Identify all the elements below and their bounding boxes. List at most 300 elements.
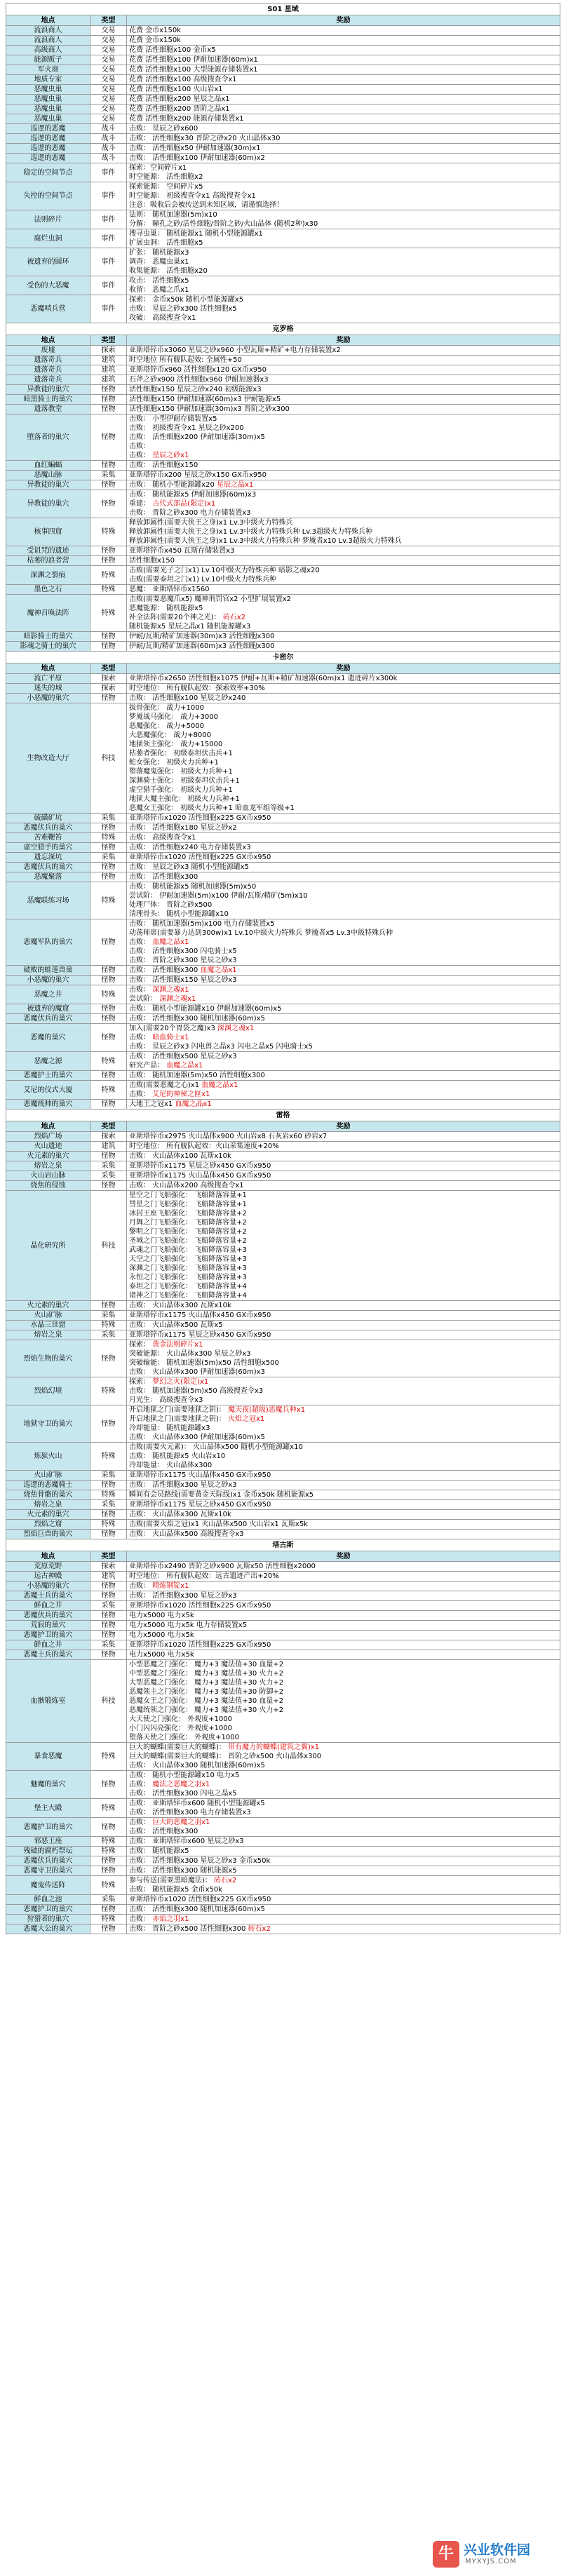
- place-cell: 枯萎的浪者营: [6, 556, 90, 566]
- type-cell: 怪物: [90, 1071, 127, 1081]
- highlight-reward: 黄金法则碎片x1: [152, 1341, 203, 1349]
- type-cell: 怪物: [90, 546, 127, 556]
- reward-line: [129, 276, 558, 285]
- reward-line: [129, 1631, 558, 1640]
- table-row: [6, 882, 560, 919]
- table-row: [6, 556, 560, 566]
- reward-cell: [127, 1631, 560, 1640]
- reward-text: 拔骨强化： 战力+1000: [129, 704, 205, 712]
- table-row: [6, 1856, 560, 1866]
- reward-line: [129, 1678, 558, 1687]
- reward-line: [129, 1330, 558, 1340]
- type-cell: 采集: [90, 853, 127, 863]
- reward-text: 亚斯塔锌币x2975 火山晶体x900 火山岩x8 石灰岩x60 砂岩x7: [129, 1133, 328, 1140]
- reward-cell: [127, 1100, 560, 1110]
- reward-line: [129, 1236, 558, 1246]
- reward-line: [129, 1799, 558, 1808]
- reward-cell: [127, 976, 560, 985]
- reward-line: [129, 1071, 558, 1080]
- type-cell: 怪物: [90, 556, 127, 566]
- reward-line: [129, 1895, 558, 1904]
- reward-text: 花费 活性细胞x200 晋阶之晶x1: [129, 105, 230, 113]
- reward-text: 电力x5000 电力x5k: [129, 1631, 194, 1639]
- reward-text: 时空能源： 活性细胞x2: [129, 173, 203, 181]
- reward-cell: [127, 154, 560, 163]
- type-cell: 事件: [90, 182, 127, 210]
- place-cell: 地质专家: [6, 75, 90, 85]
- reward-cell: [127, 1071, 560, 1081]
- reward-cell: [127, 1500, 560, 1510]
- reward-line: [129, 947, 558, 956]
- table-row: [6, 642, 560, 652]
- reward-line: [129, 248, 558, 257]
- reward-text: 时空地位 所有舰队起效: 全属性+50: [129, 356, 242, 364]
- type-cell: 探索: [90, 684, 127, 694]
- type-cell: 怪物: [90, 863, 127, 872]
- reward-line: [129, 722, 558, 731]
- reward-line: [129, 694, 558, 703]
- type-cell: 怪物: [90, 872, 127, 882]
- reward-text: 亚斯塔锌币x200 星辰之砂x150 GX币x950: [129, 471, 267, 479]
- reward-text: 泰坦之门飞船强化： 飞船降落容量+4: [129, 1283, 247, 1290]
- type-cell: 建筑: [90, 1142, 127, 1152]
- reward-text: 花费 活性细胞x100 火山岩x1: [129, 86, 223, 93]
- section-title: 卡密尔: [6, 652, 560, 663]
- reward-line: [129, 776, 558, 785]
- reward-line: [129, 642, 558, 651]
- place-cell: 恶魔虫巢: [6, 95, 90, 104]
- table-row: [6, 1171, 560, 1181]
- reward-line: [129, 1697, 558, 1706]
- reward-line: [129, 814, 558, 823]
- reward-text: 击败： 星辰之砂x600: [129, 125, 198, 133]
- reward-text: 石斧之砂x900 活性细胞x960 伊耐加速器x3: [129, 376, 269, 384]
- reward-text: 击败：: [129, 1819, 153, 1826]
- reward-line: [129, 740, 558, 749]
- type-cell: 建筑: [90, 356, 127, 365]
- place-cell: 被遗弃的圆环: [6, 248, 90, 276]
- reward-line: [129, 1837, 558, 1846]
- reward-text: 圣城之门飞船强化： 飞船降落容量+2: [129, 1237, 247, 1245]
- reward-text: 击败(需要火焰之冠)x1 火山晶体x500 火山岩x1 瓦斯x5k: [129, 1520, 308, 1528]
- type-cell: 事件: [90, 210, 127, 229]
- reward-text: 击败： 小型伊耐存储装置x5: [129, 415, 217, 423]
- reward-line: [129, 613, 558, 622]
- reward-text: 击败： 活性细胞x300: [129, 873, 198, 881]
- reward-line: [129, 1856, 558, 1866]
- type-cell: 怪物: [90, 1582, 127, 1591]
- section-title-row: [6, 1110, 560, 1121]
- type-cell: 怪物: [90, 490, 127, 518]
- reward-line: [129, 182, 558, 191]
- reward-line: [129, 85, 558, 94]
- place-cell: 恶魔伏兵的巢穴: [6, 1611, 90, 1621]
- table-row: [6, 229, 560, 248]
- table-row: [6, 1562, 560, 1572]
- reward-cell: [127, 1340, 560, 1377]
- place-cell: 狩猎者的巢穴: [6, 1915, 90, 1924]
- reward-line: [129, 508, 558, 518]
- reward-line: [129, 375, 558, 384]
- place-cell: 恶魔山脉: [6, 471, 90, 480]
- reward-cell: [127, 1052, 560, 1071]
- type-cell: 怪物: [90, 480, 127, 490]
- reward-cell: [127, 1924, 560, 1934]
- reward-text: 彗星之门飞船强化： 飞船降落容量+1: [129, 1201, 247, 1208]
- table-row: [6, 134, 560, 144]
- reward-cell: [127, 36, 560, 46]
- reward-line: [129, 471, 558, 480]
- table-row: [6, 1377, 560, 1405]
- reward-cell: [127, 95, 560, 104]
- reward-cell: [127, 1004, 560, 1014]
- reward-line: [129, 1724, 558, 1733]
- reward-text: 击败： 晋阶之砂x500 活性细胞x300: [129, 1925, 248, 1933]
- reward-text: 瞬间有会员路线(需要黄金天际线)x1 金币x50k 随机能源x5: [129, 1491, 314, 1499]
- reward-text: 击败：: [129, 443, 150, 450]
- type-cell: 怪物: [90, 414, 127, 461]
- table-row: [6, 843, 560, 853]
- reward-text: 恶魔女王强化： 初级火力兵种+1 暗血龙军组等级+1: [129, 804, 295, 812]
- reward-cell: [127, 1895, 560, 1905]
- reward-cell: [127, 1443, 560, 1471]
- reward-cell: [127, 694, 560, 703]
- reward-cell: [127, 1330, 560, 1340]
- reward-text: 击败： 火山晶体x300 瓦斯x10k: [129, 1302, 231, 1309]
- type-cell: 怪物: [90, 1301, 127, 1311]
- section-title: 雷格: [6, 1110, 560, 1121]
- reward-cell: [127, 518, 560, 546]
- table-row: [6, 1582, 560, 1591]
- reward-cell: [127, 853, 560, 863]
- reward-text: 击败： 随机小型能源罐x10 电力x5: [129, 1772, 240, 1779]
- reward-line: [129, 1905, 558, 1914]
- type-cell: 怪物: [90, 1100, 127, 1110]
- reward-line: [129, 785, 558, 795]
- type-cell: 怪物: [90, 632, 127, 642]
- reward-text: 击败： 星辰之砂x3 随机小型能源罐x5: [129, 863, 249, 871]
- reward-text: 巨大的蝴蝶(需要巨大的蝴蝶)：: [129, 1744, 228, 1751]
- place-cell: 恶魔护卫的巢穴: [6, 1631, 90, 1640]
- type-cell: 特殊: [90, 1837, 127, 1847]
- reward-line: [129, 238, 558, 248]
- place-cell: 火元素的巢穴: [6, 1510, 90, 1520]
- table-row: [6, 1490, 560, 1500]
- reward-cell: [127, 1640, 560, 1650]
- reward-cell: [127, 546, 560, 556]
- reward-line: [129, 1490, 558, 1499]
- table-row: [6, 1405, 560, 1443]
- table-row: [6, 1847, 560, 1856]
- place-cell: 异教徒的巢穴: [6, 480, 90, 490]
- reward-line: [129, 229, 558, 238]
- reward-line: [129, 480, 558, 490]
- table-row: [6, 546, 560, 556]
- table-row: [6, 985, 560, 1004]
- reward-text: 法则： 随机加速器(5m)x10: [129, 211, 217, 219]
- place-cell: 恶魔伏兵的巢穴: [6, 823, 90, 833]
- place-cell: 恶魔联练习场: [6, 882, 90, 919]
- section-title-row: [6, 652, 560, 663]
- reward-cell: [127, 823, 560, 833]
- reward-text: 小型恶魔之门强化： 魔力+3 魔法值+30 血量+2: [129, 1661, 284, 1668]
- place-cell: 失控的空间节点: [6, 182, 90, 210]
- reward-line: [129, 585, 558, 594]
- type-cell: 特殊: [90, 566, 127, 585]
- reward-cell: [127, 1743, 560, 1771]
- reward-text: 研究产品：: [129, 1062, 167, 1070]
- reward-cell: [127, 814, 560, 823]
- place-cell: 鲜血之井: [6, 1640, 90, 1650]
- reward-cell: [127, 124, 560, 134]
- reward-line: [129, 632, 558, 641]
- place-cell: 核事四窟: [6, 518, 90, 546]
- reward-text: 深渊骑士强化： 初级泰坦伏击兵+1: [129, 777, 240, 785]
- reward-text: 击败： 晋阶之砂x300 星辰之砂x3: [129, 957, 237, 964]
- reward-text: 亚斯塔锌币x960 活性细胞x120 GX币x950: [129, 366, 267, 374]
- reward-text: 花费 金币x150k: [129, 36, 181, 44]
- reward-cell: [127, 1562, 560, 1572]
- reward-text: 恶魔女王之门强化： 魔力+3 魔法值+30 血量+2: [129, 1697, 284, 1705]
- type-cell: 特殊: [90, 1443, 127, 1471]
- type-cell: 怪物: [90, 1014, 127, 1024]
- reward-text: 冷却能量： 火山晶体x300: [129, 1462, 213, 1469]
- type-cell: 采集: [90, 1311, 127, 1321]
- place-cell: 生物改造大厅: [6, 703, 90, 814]
- type-cell: 事件: [90, 163, 127, 182]
- reward-line: [129, 405, 558, 414]
- reward-line: [129, 966, 558, 975]
- reward-text: 击败：: [129, 1034, 153, 1041]
- place-cell: 堕落者的巢穴: [6, 414, 90, 461]
- table-row: [6, 863, 560, 872]
- table-row: [6, 144, 560, 154]
- highlight-reward: 血魔之晶x1: [166, 1062, 203, 1070]
- place-cell: 恶魔之源: [6, 1052, 90, 1071]
- type-cell: 怪物: [90, 1631, 127, 1640]
- reward-cell: [127, 356, 560, 365]
- place-cell: 遗落奇兵: [6, 356, 90, 365]
- place-cell: 火山矿脉: [6, 1311, 90, 1321]
- type-cell: 探索: [90, 1132, 127, 1142]
- reward-line: [129, 304, 558, 313]
- reward-line: [129, 546, 558, 555]
- reward-text: 释放卸属性(需要大侠王之身)x1 Lv.3中级火力特殊兵种 Lv.3超级火力特殊兵种: [129, 528, 372, 536]
- place-cell: 巡逻的恶魔: [6, 154, 90, 163]
- type-cell: 怪物: [90, 1340, 127, 1377]
- reward-cell: [127, 375, 560, 385]
- reward-text: 击败： 星辰之砂x300 活性细胞x5: [129, 305, 237, 313]
- place-cell: 影魂之骑士的巢穴: [6, 642, 90, 652]
- reward-line: [129, 154, 558, 163]
- type-cell: 交易: [90, 114, 127, 124]
- type-cell: 特殊: [90, 1743, 127, 1771]
- place-cell: 遗落教堂: [6, 405, 90, 414]
- reward-line: [129, 713, 558, 722]
- reward-text: 开启地狱之门(需要地狱之钥)：: [129, 1415, 228, 1423]
- sheet-page: [6, 3, 560, 1934]
- reward-cell: [127, 295, 560, 323]
- table-row: [6, 1520, 560, 1530]
- place-cell: 巡逻的恶魔: [6, 124, 90, 134]
- type-cell: 特殊: [90, 833, 127, 843]
- reward-text: 探索：: [129, 1341, 153, 1349]
- reward-text: 击败：: [129, 1781, 153, 1788]
- reward-text: 击败： 星辰之砂x3 闪电兽之晶x3 闪电之晶x5 闪电骑士x5: [129, 1043, 313, 1051]
- type-cell: 科技: [90, 1191, 127, 1301]
- column-header-type: 类型: [90, 1121, 127, 1132]
- reward-line: [129, 1866, 558, 1875]
- reward-line: [129, 1510, 558, 1519]
- place-cell: 小恶魔的巢穴: [6, 1582, 90, 1591]
- reward-cell: [127, 1876, 560, 1895]
- reward-text: 加入(需要20个胃袋之魔)x3: [129, 1025, 217, 1032]
- reward-text: 探索：: [129, 1378, 153, 1386]
- table-row: [6, 1481, 560, 1490]
- reward-line: [129, 220, 558, 229]
- place-cell: 恶魔护士的巢穴: [6, 1071, 90, 1081]
- reward-line: [129, 451, 558, 460]
- reward-line: [129, 461, 558, 470]
- reward-text: 时空地位： 所有舰队起效：火山采集速度+20%: [129, 1142, 279, 1150]
- type-cell: 建筑: [90, 1572, 127, 1582]
- reward-text: 击败： 随机能源x5 随机加速器(5m)x50: [129, 883, 257, 891]
- reward-text: 亚斯塔锌币x1175 火山晶体x450 GX币x950: [129, 1172, 271, 1180]
- reward-cell: [127, 882, 560, 919]
- reward-cell: [127, 1866, 560, 1876]
- table-row: [6, 1330, 560, 1340]
- place-cell: 魅魔的巢穴: [6, 1771, 90, 1799]
- reward-cell: [127, 872, 560, 882]
- reward-line: [129, 1687, 558, 1697]
- reward-line: [129, 1368, 558, 1377]
- reward-text: 击败： 活性细胞x240 电力存储装置x3: [129, 844, 251, 851]
- reward-cell: [127, 395, 560, 405]
- type-cell: 建筑: [90, 375, 127, 385]
- reward-line: [129, 313, 558, 323]
- table-row: [6, 1799, 560, 1818]
- reward-cell: [127, 919, 560, 966]
- reward-text: 击败：: [129, 986, 153, 994]
- reward-line: [129, 424, 558, 433]
- reward-line: [129, 1246, 558, 1255]
- type-cell: 科技: [90, 703, 127, 814]
- table-row: [6, 1611, 560, 1621]
- table-row: [6, 385, 560, 395]
- place-cell: 小恶魔的巢穴: [6, 976, 90, 985]
- reward-cell: [127, 480, 560, 490]
- reward-cell: [127, 1650, 560, 1660]
- reward-cell: [127, 405, 560, 414]
- reward-line: [129, 1171, 558, 1180]
- reward-line: [129, 1227, 558, 1236]
- highlight-reward: 巨大的恶魔之羽x1: [152, 1819, 210, 1826]
- reward-text: 击败： 火山晶体x200 高级搜查令x1: [129, 1182, 244, 1189]
- reward-text: 击败： 亚斯塔锌币x600 星辰之砂x3: [129, 1837, 244, 1845]
- table-row: [6, 295, 560, 323]
- highlight-reward: 精炼钢锭x1: [152, 1582, 189, 1590]
- reward-text: 击败： 活性细胞x500 星辰之砂x3: [129, 1053, 237, 1060]
- reward-text: 击败： 火山晶体x500 瓦斯x5: [129, 1321, 223, 1329]
- reward-text: 击败： 随机加速器(5m)x100 电力存储装置x5: [129, 920, 275, 928]
- reward-cell: [127, 276, 560, 295]
- section-title-row: [6, 323, 560, 335]
- reward-text: 击败(需要泰坦之门x1) Lv.10中级火力特殊兵种: [129, 576, 276, 584]
- type-cell: 采集: [90, 1330, 127, 1340]
- reward-line: [129, 1660, 558, 1669]
- reward-line: [129, 929, 558, 938]
- table-row: [6, 1142, 560, 1152]
- table-row: [6, 36, 560, 46]
- reward-line: [129, 758, 558, 767]
- reward-line: [129, 853, 558, 862]
- reward-text: 击败(需要火元素)： 火山晶体x500 随机小型能源罐x10: [129, 1443, 303, 1451]
- place-cell: 恶魔护卫的巢穴: [6, 1818, 90, 1837]
- highlight-reward: 砖石x2: [213, 1877, 237, 1884]
- reward-cell: [127, 1191, 560, 1301]
- reward-text: 击败： 随机能源x5 伊耐加速器(60m)x3: [129, 491, 257, 499]
- type-cell: 特殊: [90, 1377, 127, 1405]
- reward-text: 大型恶魔之门强化： 魔力+3 魔法值+30 火力+2: [129, 1679, 284, 1687]
- type-cell: 怪物: [90, 1591, 127, 1601]
- type-cell: 交易: [90, 26, 127, 36]
- reward-text: 恶魔能源： 随机能源x5: [129, 605, 203, 612]
- reward-text: 注意：吸收后会被传送到未知区域，请谨慎选择！: [129, 201, 283, 209]
- table-row: [6, 833, 560, 843]
- type-cell: 采集: [90, 1500, 127, 1510]
- reward-line: [129, 1424, 558, 1433]
- reward-text: 花费 活性细胞x100 伊耐加速器(60m)x1: [129, 56, 258, 64]
- reward-text: 活性细胞x150: [129, 557, 175, 565]
- reward-line: [129, 1885, 558, 1894]
- type-cell: 战斗: [90, 144, 127, 154]
- reward-text: 时空地位： 所有舰队起效：远古遗迹产出+20%: [129, 1572, 279, 1580]
- reward-line: [129, 395, 558, 404]
- reward-text: 击败： 初级搜查令x1 星辰之砂x200: [129, 424, 244, 432]
- reward-cell: [127, 1611, 560, 1621]
- place-cell: 异教徒的巢穴: [6, 385, 90, 395]
- reward-text: 花费 活性细胞x200 星辰之晶x1: [129, 95, 230, 103]
- reward-line: [129, 257, 558, 267]
- table-row: [6, 1743, 560, 1771]
- reward-text: 击败： 火山晶体x300 瓦斯x10k: [129, 1511, 231, 1518]
- type-cell: 建筑: [90, 365, 127, 375]
- table-row: [6, 684, 560, 694]
- reward-text: 击败： 火山晶体x300 伊耐加速器(60m)x5: [129, 1434, 265, 1441]
- table-row: [6, 919, 560, 966]
- reward-line: [129, 1396, 558, 1405]
- type-cell: 采集: [90, 1471, 127, 1481]
- type-cell: 交易: [90, 36, 127, 46]
- reward-cell: [127, 1799, 560, 1818]
- reward-line: [129, 356, 558, 365]
- table-row: [6, 1301, 560, 1311]
- reward-line: [129, 1311, 558, 1320]
- reward-line: [129, 1500, 558, 1509]
- reward-line: [129, 1081, 558, 1090]
- place-cell: 小恶魔的巢穴: [6, 694, 90, 703]
- reward-text: 击败： 随机加速器(5m)x50 活性细胞x300: [129, 1072, 265, 1079]
- table-row: [6, 1915, 560, 1924]
- table-row: [6, 1650, 560, 1660]
- reward-line: [129, 566, 558, 575]
- reward-table: [6, 3, 560, 1934]
- type-cell: 特殊: [90, 882, 127, 919]
- table-row: [6, 632, 560, 642]
- place-cell: 恶魔虫巢: [6, 104, 90, 114]
- place-cell: 恶魔士兵的巢穴: [6, 1650, 90, 1660]
- reward-line: [129, 1161, 558, 1171]
